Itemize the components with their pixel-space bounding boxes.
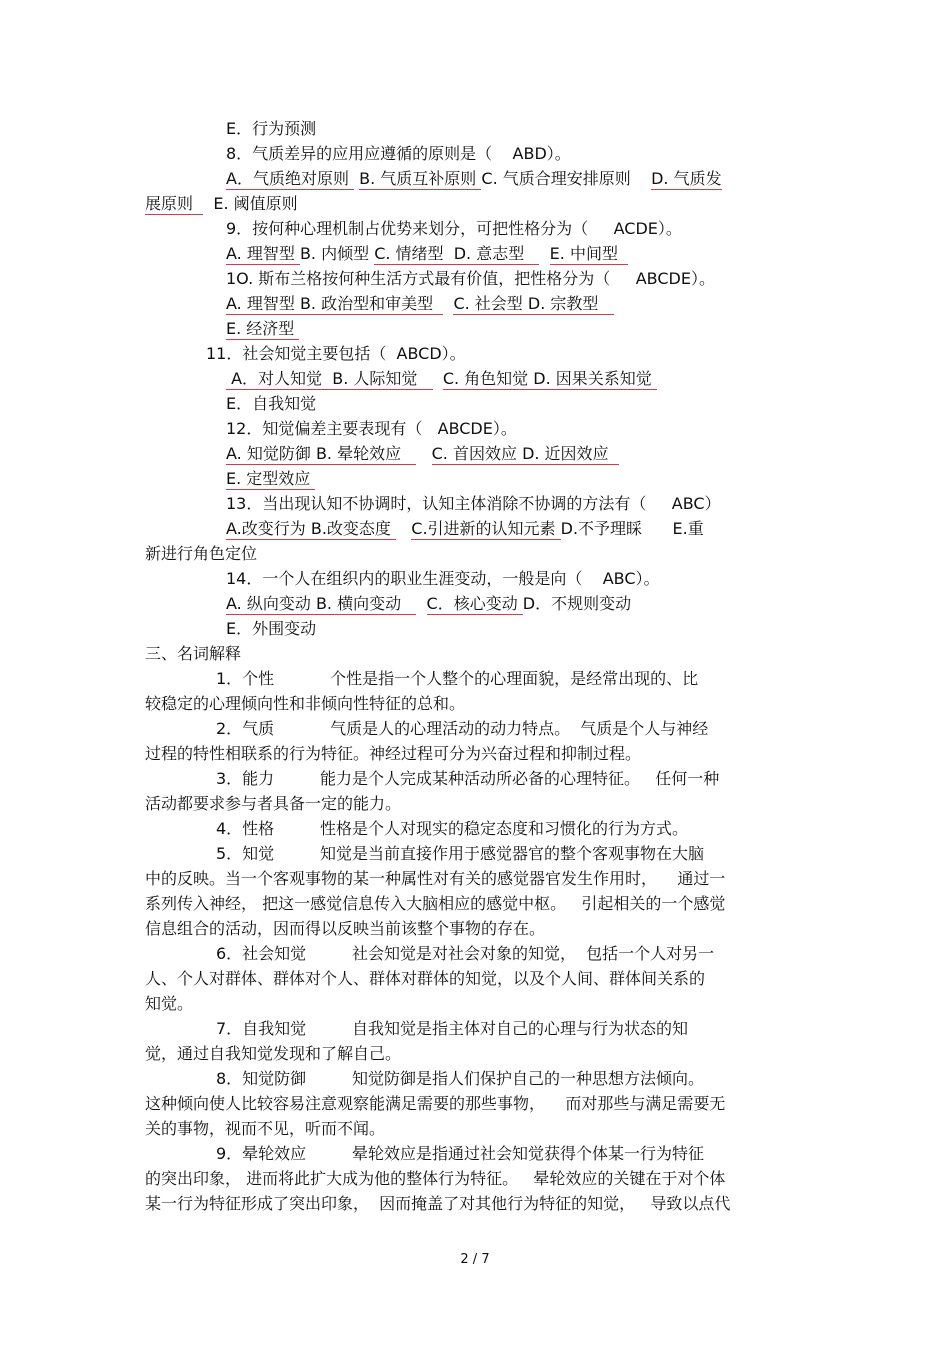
text-segment: 1O. 斯布兰格按何种生活方式最有价值，把性格分为（ ABCDE）。 [226, 269, 715, 288]
text-line [226, 494, 721, 514]
text-line [145, 1094, 725, 1114]
underlined-answer: A．气质绝对原则 [226, 169, 355, 188]
text-line [216, 1019, 688, 1039]
text-line [226, 619, 316, 639]
text-segment: D．不规则变动 [522, 594, 632, 613]
text-line [216, 1069, 704, 1089]
text-line [226, 594, 631, 614]
underlined-answer: C. 情绪型 [374, 244, 454, 263]
text-line [226, 169, 722, 189]
underlined-answer: A. 理智型 [226, 294, 300, 313]
text-line [226, 119, 316, 139]
text-line [145, 694, 465, 714]
text-segment: 8．知觉防御 知觉防御是指人们保护自己的一种思想方法倾向。 [216, 1069, 704, 1088]
underlined-answer: A.改变行为 [226, 519, 311, 538]
text-line [226, 469, 315, 489]
text-line [226, 444, 619, 464]
text-line [145, 994, 193, 1014]
text-line [145, 1169, 725, 1189]
text-line [145, 744, 641, 764]
page-number: 2 / 7 [460, 1252, 490, 1267]
text-line [226, 319, 299, 339]
text-segment: C. 气质合理安排原则 [481, 169, 652, 188]
text-segment [416, 594, 426, 613]
text-segment: 8．气质差异的应用应遵循的原则是（ ABD）。 [226, 144, 571, 163]
text-segment: 9．晕轮效应 晕轮效应是指通过社会知觉获得个体某一行为特征 [216, 1144, 704, 1163]
text-line [226, 519, 704, 539]
text-line [145, 969, 705, 989]
text-line [145, 1119, 385, 1139]
text-segment: 3．能力 能力是个人完成某种活动所必备的心理特征。 任何一种 [216, 769, 720, 788]
underlined-answer: B. 政治型和审美型 [299, 294, 444, 313]
underlined-answer: C. 社会型 [453, 294, 528, 313]
underlined-answer: B.改变态度 [310, 519, 396, 538]
underlined-answer: C. 角色知觉 [442, 369, 534, 388]
text-line [145, 644, 241, 664]
text-segment: 新进行角色定位 [145, 544, 258, 563]
underlined-answer: A．对人知觉 [226, 369, 333, 388]
text-line [145, 919, 545, 939]
text-line [145, 794, 401, 814]
underlined-answer: B. 气质互补原则 [359, 169, 482, 188]
text-segment: 1．个性 个性是指一个人整个的心理面貌，是经常出现的、比 [216, 669, 699, 688]
text-line [226, 294, 614, 314]
underlined-answer: C. 首因效应 [431, 444, 523, 463]
text-segment: 11．社会知觉主要包括（ ABCD）。 [206, 344, 466, 363]
text-line [226, 569, 660, 589]
text-segment: 5．知觉 知觉是当前直接作用于感觉器官的整个客观事物在大脑 [216, 844, 704, 863]
text-segment [396, 519, 411, 538]
underlined-answer: A. 知觉防御 [226, 444, 316, 463]
text-line [216, 719, 708, 739]
text-segment: 较稳定的心理倾向性和非倾向性特征的总和。 [145, 694, 466, 713]
text-segment: E．行为预测 [226, 119, 317, 138]
text-line [226, 394, 316, 414]
text-segment: 14．一个人在组织内的职业生涯变动，一般是向（ ABC）。 [226, 569, 660, 588]
text-segment: 6．社会知觉 社会知觉是对社会对象的知觉， 包括一个人对另一 [216, 944, 715, 963]
underlined-answer: D. 近因效应 [522, 444, 619, 463]
underlined-answer: B. 晕轮效应 [315, 444, 417, 463]
text-line [226, 269, 715, 289]
text-line [216, 819, 688, 839]
underlined-answer: A. 纵向变动 [226, 594, 316, 613]
text-segment: E．外围变动 [226, 619, 317, 638]
underlined-answer: D. 意志型 [453, 244, 540, 263]
underlined-answer: A. 理智型 [226, 244, 300, 263]
text-segment: 7．自我知觉 自我知觉是指主体对自己的心理与行为状态的知 [216, 1019, 688, 1038]
text-line [145, 894, 725, 914]
text-line [226, 369, 657, 389]
text-segment: 13．当出现认知不协调时，认知主体消除不协调的方法有（ ABC） [226, 494, 721, 513]
text-line [226, 244, 628, 264]
text-segment: 知觉。 [145, 994, 194, 1013]
text-segment: 中的反映。当一个客观事物的某一种属性对有关的感觉器官发生作用时， 通过一 [145, 869, 726, 888]
underlined-answer: E. 经济型 [226, 319, 300, 338]
text-segment: 的突出印象， 进而将此扩大成为他的整体行为特征。 晕轮效应的关键在于对个体 [145, 1169, 726, 1188]
text-segment [443, 294, 453, 313]
underlined-answer: E. 中间型 [549, 244, 629, 263]
text-line [226, 219, 682, 239]
text-segment: 关的事物，视而不见，听而不闻。 [145, 1119, 386, 1138]
underlined-answer: B. 横向变动 [315, 594, 417, 613]
text-segment: 活动都要求参与者具备一定的能力。 [145, 794, 402, 813]
text-line [216, 844, 704, 864]
text-segment: 觉，通过自我知觉发现和了解自己。 [145, 1044, 402, 1063]
text-line [145, 1194, 730, 1214]
underlined-answer: D. 气质发 [651, 169, 722, 188]
underlined-answer: C.引进新的认知元素 [411, 519, 561, 538]
text-segment: E．自我知觉 [226, 394, 317, 413]
text-line [216, 1144, 704, 1164]
text-segment: 2．气质 气质是人的心理活动的动力特点。 气质是个人与神经 [216, 719, 709, 738]
text-segment: 信息组合的活动，因而得以反映当前该整个事物的存在。 [145, 919, 546, 938]
underlined-answer: C．核心变动 [426, 594, 523, 613]
underlined-answer: E. 定型效应 [226, 469, 316, 488]
text-line [145, 869, 725, 889]
text-segment: 人、个人对群体、群体对个人、群体对群体的知觉，以及个人间、群体间关系的 [145, 969, 706, 988]
text-segment: 12．知觉偏差主要表现有（ ABCDE）。 [226, 419, 517, 438]
text-line [216, 669, 698, 689]
text-line [216, 769, 719, 789]
text-segment: 系列传入神经， 把这一感觉信息传入大脑相应的感觉中枢。 引起相关的一个感觉 [145, 894, 726, 913]
text-line [226, 144, 571, 164]
underlined-answer: 展原则 [145, 194, 204, 213]
underlined-answer: D. 宗教型 [527, 294, 614, 313]
text-line [145, 194, 298, 214]
text-segment: 三、名词解释 [145, 644, 242, 663]
text-line [145, 1044, 401, 1064]
text-segment: E. 阈值原则 [203, 194, 298, 213]
text-segment [539, 244, 549, 263]
text-line [226, 419, 517, 439]
text-segment: 过程的特性相联系的行为特征。神经过程可分为兴奋过程和抑制过程。 [145, 744, 642, 763]
text-line [206, 344, 466, 364]
text-segment [416, 444, 431, 463]
text-line [145, 544, 257, 564]
underlined-answer: B. 人际知觉 [332, 369, 433, 388]
text-segment: D.不予理睬 E.重 [560, 519, 704, 538]
underlined-answer: D. 因果关系知觉 [533, 369, 657, 388]
text-segment: B. 内倾型 [299, 244, 375, 263]
text-line [216, 944, 714, 964]
text-segment: 某一行为特征形成了突出印象， 因而掩盖了对其他行为特征的知觉， 导致以点代 [145, 1194, 731, 1213]
text-segment: 9．按何种心理机制占优势来划分，可把性格分为（ ACDE）。 [226, 219, 682, 238]
text-segment [433, 369, 443, 388]
text-segment: 4．性格 性格是个人对现实的稳定态度和习惯化的行为方式。 [216, 819, 688, 838]
text-segment: 这种倾向使人比较容易注意观察能满足需要的那些事物， 而对那些与满足需要无 [145, 1094, 726, 1113]
